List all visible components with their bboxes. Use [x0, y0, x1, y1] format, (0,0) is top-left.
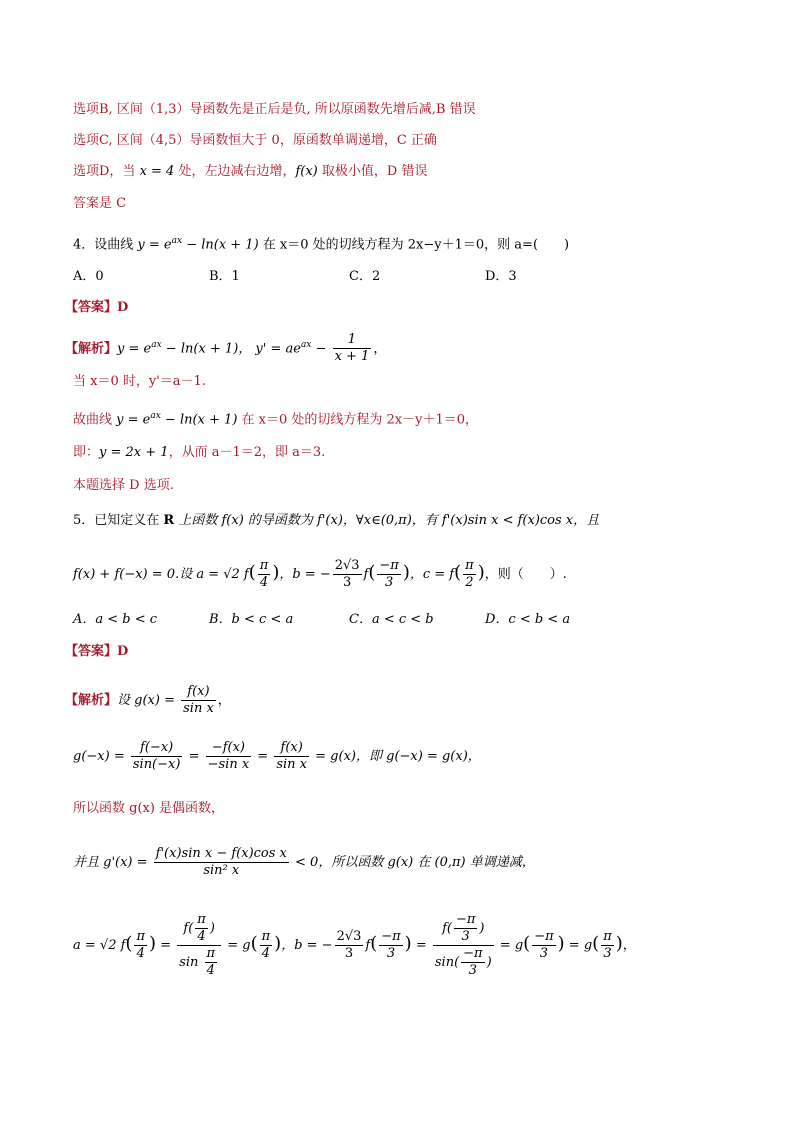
- q5-stem-1: 5．已知定义在 R 上函数 f(x) 的导函数为 f'(x)，∀x∈(0,π)，有 f'(x)sin x < f(x)cos x，且: [73, 513, 600, 528]
- q4-fraction: $\frac{1}{x + 1}$: [334, 332, 370, 365]
- option-c-summary: 选项C, 区间（4,5）导函数恒大于 0，原函数单调递增，C 正确: [73, 133, 437, 148]
- q4-answer: 【答案】D: [65, 300, 129, 315]
- q5-stem-2: f(x) + f(−x) = 0.设 a = √2 f( $\frac{\pi}{4}$ )，b = − $\frac{2√3}{3}$ f( $\frac{-\pi}{3}$ )，c = f( $\frac{\pi}{2}$ )，则（ ）.: [73, 558, 567, 590]
- option-b-summary: 选项B, 区间（1,3）导函数先是正后是负, 所以原函数先增后减,B 错误: [73, 102, 476, 117]
- q5-step-2: g(−x) = $\frac{f(-x)}{\sin(-x)}$ = $\frac{-f(x)}{\text{−sin x}}$ = $\frac{f(x)}{\text{sin x}}$ = g(x)，即 g(−x) = g(x)，: [73, 740, 481, 772]
- q4-analysis-2: 当 x＝0 时，y'＝a－1.: [73, 374, 206, 389]
- q4-option-a: A．0: [73, 269, 104, 284]
- q5-option-b: B．b < c < a: [209, 612, 294, 627]
- summary-answer: 答案是 C: [73, 196, 127, 211]
- q5-option-d: D．c < b < a: [485, 612, 571, 627]
- q5-options: [73, 611, 723, 629]
- q5-answer: 【答案】D: [65, 644, 129, 659]
- q4-analysis-1: 【解析】$y = e^{ax} - \ln(x + 1)$， $y' = ae^{ax}$ − $\frac{1}{x + 1}$ ，: [65, 332, 387, 365]
- option-d-summary: 选项D，当 x = 4 处，左边减右边增，f(x) 取极小值，D 错误: [73, 164, 428, 179]
- q5-step-4: 并且 g'(x) = $\frac{\text{f'(x)sin x − f(x)cos x}}{\text{sin² x}}$ < 0，所以函数 g(x) 在 (0,π) 单调递减，: [73, 846, 535, 878]
- q5-step-5: a = √2 f( $\frac{\pi}{4}$ ) = f( $\frac{\pi}{4}$ ) sin $\frac{\pi}{4}$ = g( $\frac{\pi}{4}$ )，b = − $\frac{2√3}{3}$ f( $\frac{-\pi}{3}$ ) = f( $\frac{-\pi}{3}$ ) sin( $\frac{-\pi}{3}$ ) = g( $\frac{-\pi}{3}$ ) = g( $\frac{\pi}{3}$ )，: [73, 912, 636, 978]
- q5-option-a: A．a < b < c: [73, 612, 158, 627]
- q4-analysis-5: 本题选择 D 选项.: [73, 478, 174, 493]
- q4-options: [73, 268, 723, 286]
- q5-step-1: 【解析】设 g(x) = $\frac{f(x)}{\text{sin x}}$ ，: [65, 684, 231, 716]
- q4-analysis-3: 故曲线 $y = e^{ax} - \ln(x + 1)$ 在 x＝0 处的切线方程为 2x－y＋1＝0，: [73, 411, 479, 428]
- q4-stem: 4．设曲线 $y = e^{ax} - \ln(x + 1)$ 在 x＝0 处的切线方程为 2x−y＋1＝0，则 a=( ): [73, 236, 570, 253]
- q4-option-c: C．2: [349, 269, 381, 284]
- q4-option-b: B．1: [209, 269, 240, 284]
- q5-option-c: C．a < c < b: [349, 612, 434, 627]
- q5-step-3: 所以函数 g(x) 是偶函数，: [73, 801, 225, 816]
- q4-option-d: D．3: [485, 269, 517, 284]
- q4-analysis-4: 即：y = 2x + 1，从而 a－1＝2，即 a＝3.: [73, 445, 326, 460]
